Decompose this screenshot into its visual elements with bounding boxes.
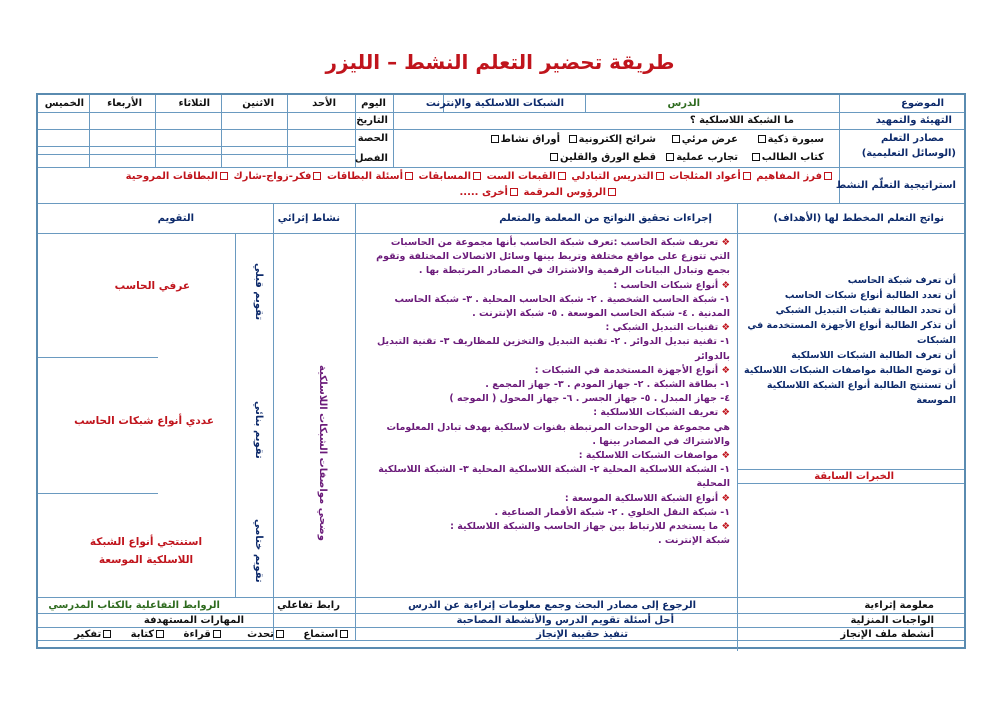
topic-label: الموضوع [901, 98, 944, 109]
homework-text: أحل أسئلة تقويم الدرس والأنشطة المصاحبة [456, 615, 674, 626]
col-outcomes: نواتج التعلم المخطط لها (الأهداف) [773, 213, 944, 224]
checkbox-icon[interactable] [824, 172, 832, 180]
checkbox-icon[interactable] [569, 135, 577, 143]
resource-video[interactable]: عرض مرئي [670, 133, 738, 146]
checkbox-icon[interactable] [550, 153, 558, 161]
resource-experiments[interactable]: تجارب عملية [664, 151, 738, 164]
assessment-final-label: تقويم ختامي [253, 519, 264, 583]
goals-list: أن تعرف شبكة الحاسب أن تعدد الطالبة أنواع شبكات الحاسب أن تحدد الطالبة تقنيات التبديل الشبكي أن تذكر الطالبة أنواع الأجهزة المستخدمة في الشبكات أن تعرف الطالبة الشبكات اللاسلكية أن توضح الطالبة مواصفات الشبكات اللاسلكية أن تستنتج الطالبة أنواع الشبكة اللاسلكية الموسعة [744, 275, 956, 406]
checkbox-icon[interactable] [405, 172, 413, 180]
day-tuesday: الثلاثاء [178, 98, 210, 109]
portfolio-text: تنفيذ حقيبة الإنجاز [536, 629, 628, 640]
assessment-formative-label: تقويم بنائي [253, 401, 264, 459]
page-title: طريقة تحضير التعلم النشط – الليزر [325, 50, 675, 74]
interactive-link-label: رابط تفاعلي [277, 600, 340, 611]
bullet-diamond-icon: ❖ [721, 492, 730, 504]
checkbox-icon[interactable] [758, 135, 766, 143]
enrichment-info: الرجوع إلى مصادر البحث وجمع معلومات إثراءية عن الدرس [408, 600, 696, 611]
homework-label: الواجبات المنزلية [850, 615, 934, 626]
intro-label: التهيئة والتمهيد [875, 115, 952, 126]
strategies-row-1: فرز المفاهيم أعواد المثلجات التدريس التبادلي القبعات الست المسابقات أسئلة البطاقات فكر-زواج-شارك البطاقات المروحية [126, 170, 834, 183]
bullet-diamond-icon: ❖ [721, 521, 730, 533]
bullet-diamond-icon: ❖ [721, 364, 730, 376]
col-assessment: التقويم [157, 213, 194, 224]
resource-worksheets[interactable]: أوراق نشاط [489, 133, 560, 146]
checkbox-icon[interactable] [608, 188, 616, 196]
lesson-label: الدرس [667, 98, 700, 109]
skills-label: المهارات المستهدفة [143, 615, 244, 626]
checkbox-icon[interactable] [672, 135, 680, 143]
checkbox-icon[interactable] [743, 172, 751, 180]
checkbox-icon[interactable] [752, 153, 760, 161]
skills-checklist: استماع تحدث قراءة كتابة تفكير [74, 628, 350, 641]
checkbox-icon[interactable] [103, 630, 111, 638]
col-enrichment: نشاط إثرائي [277, 213, 340, 224]
checkbox-icon[interactable] [656, 172, 664, 180]
resource-paper-pens[interactable]: قطع الورق والقلين [548, 151, 656, 164]
assessment-final-text: استنتجي أنواع الشبكة اللاسلكية الموسعة [89, 536, 203, 566]
assessment-pre-text: عرفي الحاسب [114, 280, 190, 292]
day-wednesday: الأربعاء [107, 98, 142, 109]
procedures-text: ❖ تعريف شبكة الحاسب :تعرف شبكة الحاسب بأنها مجموعة من الحاسبات التي تتوزع على مواقع مختلفة وتربط بينها وسائل الاتصالات المختلفة وتقوم بجمع وتبادل البيانات الرقمية والاشتراك في المصادر المرتبطة بها . ❖ أنواع شبكات الحاسب : ١- شبكة الحاسب الشخصية . ٢- شبكة الحاسب المحلية . ٣- شبكة الحاسب المدنية . ٤- شبكة الحاسب الموسعة . ٥- شبكة الإنترنت . ❖ تقنيات التبديل الشبكي : ١- تقنية تبديل الدوائر . ٢- تقنية التبديل والتخزين للمظاريف ٣- تقنية التبديل بالدوائر ❖ أنواع الأجهزة المستخدمة في الشبكات : ١- بطاقة الشبكة . ٢- جهاز المودم . ٣- جهاز المجمع . ٤- جهاز المبدل . ٥- جهاز الجسر . ٦- جهاز المحول ( الموجه ) ❖ تعريف الشبكات اللاسلكية : هي مجموعة من الوحدات المرتبطة بقنوات لاسلكية بهدف تبادل المعلومات والاشتراك في المصادر بينها . ❖ مواصفات الشبكات اللاسلكية : ١- الشبكة اللاسلكية المحلية ٢- الشبكة اللاسلكية المحلية ٣- الشبكة اللاسلكية المحلية ❖ أنواع الشبكة اللاسلكية الموسعة : ١- شبكة النقل الخلوي . ٢- شبكة الأقمار الصناعية . ❖ ما يستخدم للارتباط بين جهاز الحاسب والشبكة اللاسلكية : شبكة الإنترنت . [376, 237, 730, 547]
resource-textbook[interactable]: كتاب الطالب [750, 151, 824, 164]
day-label: اليوم [361, 98, 386, 109]
checkbox-icon[interactable] [220, 172, 228, 180]
bullet-diamond-icon: ❖ [721, 279, 730, 291]
checkbox-icon[interactable] [313, 172, 321, 180]
checkbox-icon[interactable] [491, 135, 499, 143]
checkbox-icon[interactable] [666, 153, 674, 161]
checkbox-icon[interactable] [340, 630, 348, 638]
day-sunday: الأحد [312, 98, 336, 109]
intro-question: ما الشبكة اللاسلكية ؟ [689, 115, 794, 126]
strategy-label: استراتيجية التعلّم النشط [835, 180, 956, 191]
resources-label: مصادر التعلم [880, 133, 944, 144]
checkbox-icon[interactable] [156, 630, 164, 638]
date-label: التاريخ [356, 115, 388, 126]
enrichment-info-label: معلومة إثراءية [864, 600, 934, 611]
class-label: الفصل [354, 153, 388, 164]
day-thursday: الخميس [44, 98, 84, 109]
period-label: الحصة [357, 133, 388, 144]
day-monday: الاثنين [242, 98, 274, 109]
interactive-link[interactable]: الروابط التفاعلية بالكتاب المدرسي [48, 600, 220, 611]
checkbox-icon[interactable] [558, 172, 566, 180]
strategies-row-2: الرؤوس المرقمة أخرى ..... [459, 186, 618, 199]
resource-smartboard[interactable]: سبورة ذكية [756, 133, 824, 146]
prior-experience-label: الخبرات السابقة [814, 471, 894, 482]
portfolio-label: أنشطة ملف الإنجاز [840, 629, 934, 640]
checkbox-icon[interactable] [276, 630, 284, 638]
assessment-formative-text: عددي أنواع شبكات الحاسب [74, 415, 214, 427]
bullet-diamond-icon: ❖ [721, 237, 730, 248]
resources-label-sub: (الوسائل التعليمية) [861, 148, 956, 159]
bullet-diamond-icon: ❖ [721, 407, 730, 419]
lesson-plan-sheet [36, 93, 966, 649]
col-procedures: إجراءات تحقيق النواتج من المعلمة والمتعلم [499, 213, 712, 224]
checkbox-icon[interactable] [473, 172, 481, 180]
checkbox-icon[interactable] [510, 188, 518, 196]
enrichment-activity: وضحي مواصفات الشبكات اللاسلكية [317, 365, 328, 541]
bullet-diamond-icon: ❖ [721, 450, 730, 462]
bullet-diamond-icon: ❖ [721, 322, 730, 334]
checkbox-icon[interactable] [213, 630, 221, 638]
lesson-title: الشبكات اللاسلكية والإنترنت [425, 98, 564, 109]
assessment-pre-label: تقويم قبلي [253, 263, 264, 321]
resource-slides[interactable]: شرائح إلكترونية [567, 133, 656, 146]
